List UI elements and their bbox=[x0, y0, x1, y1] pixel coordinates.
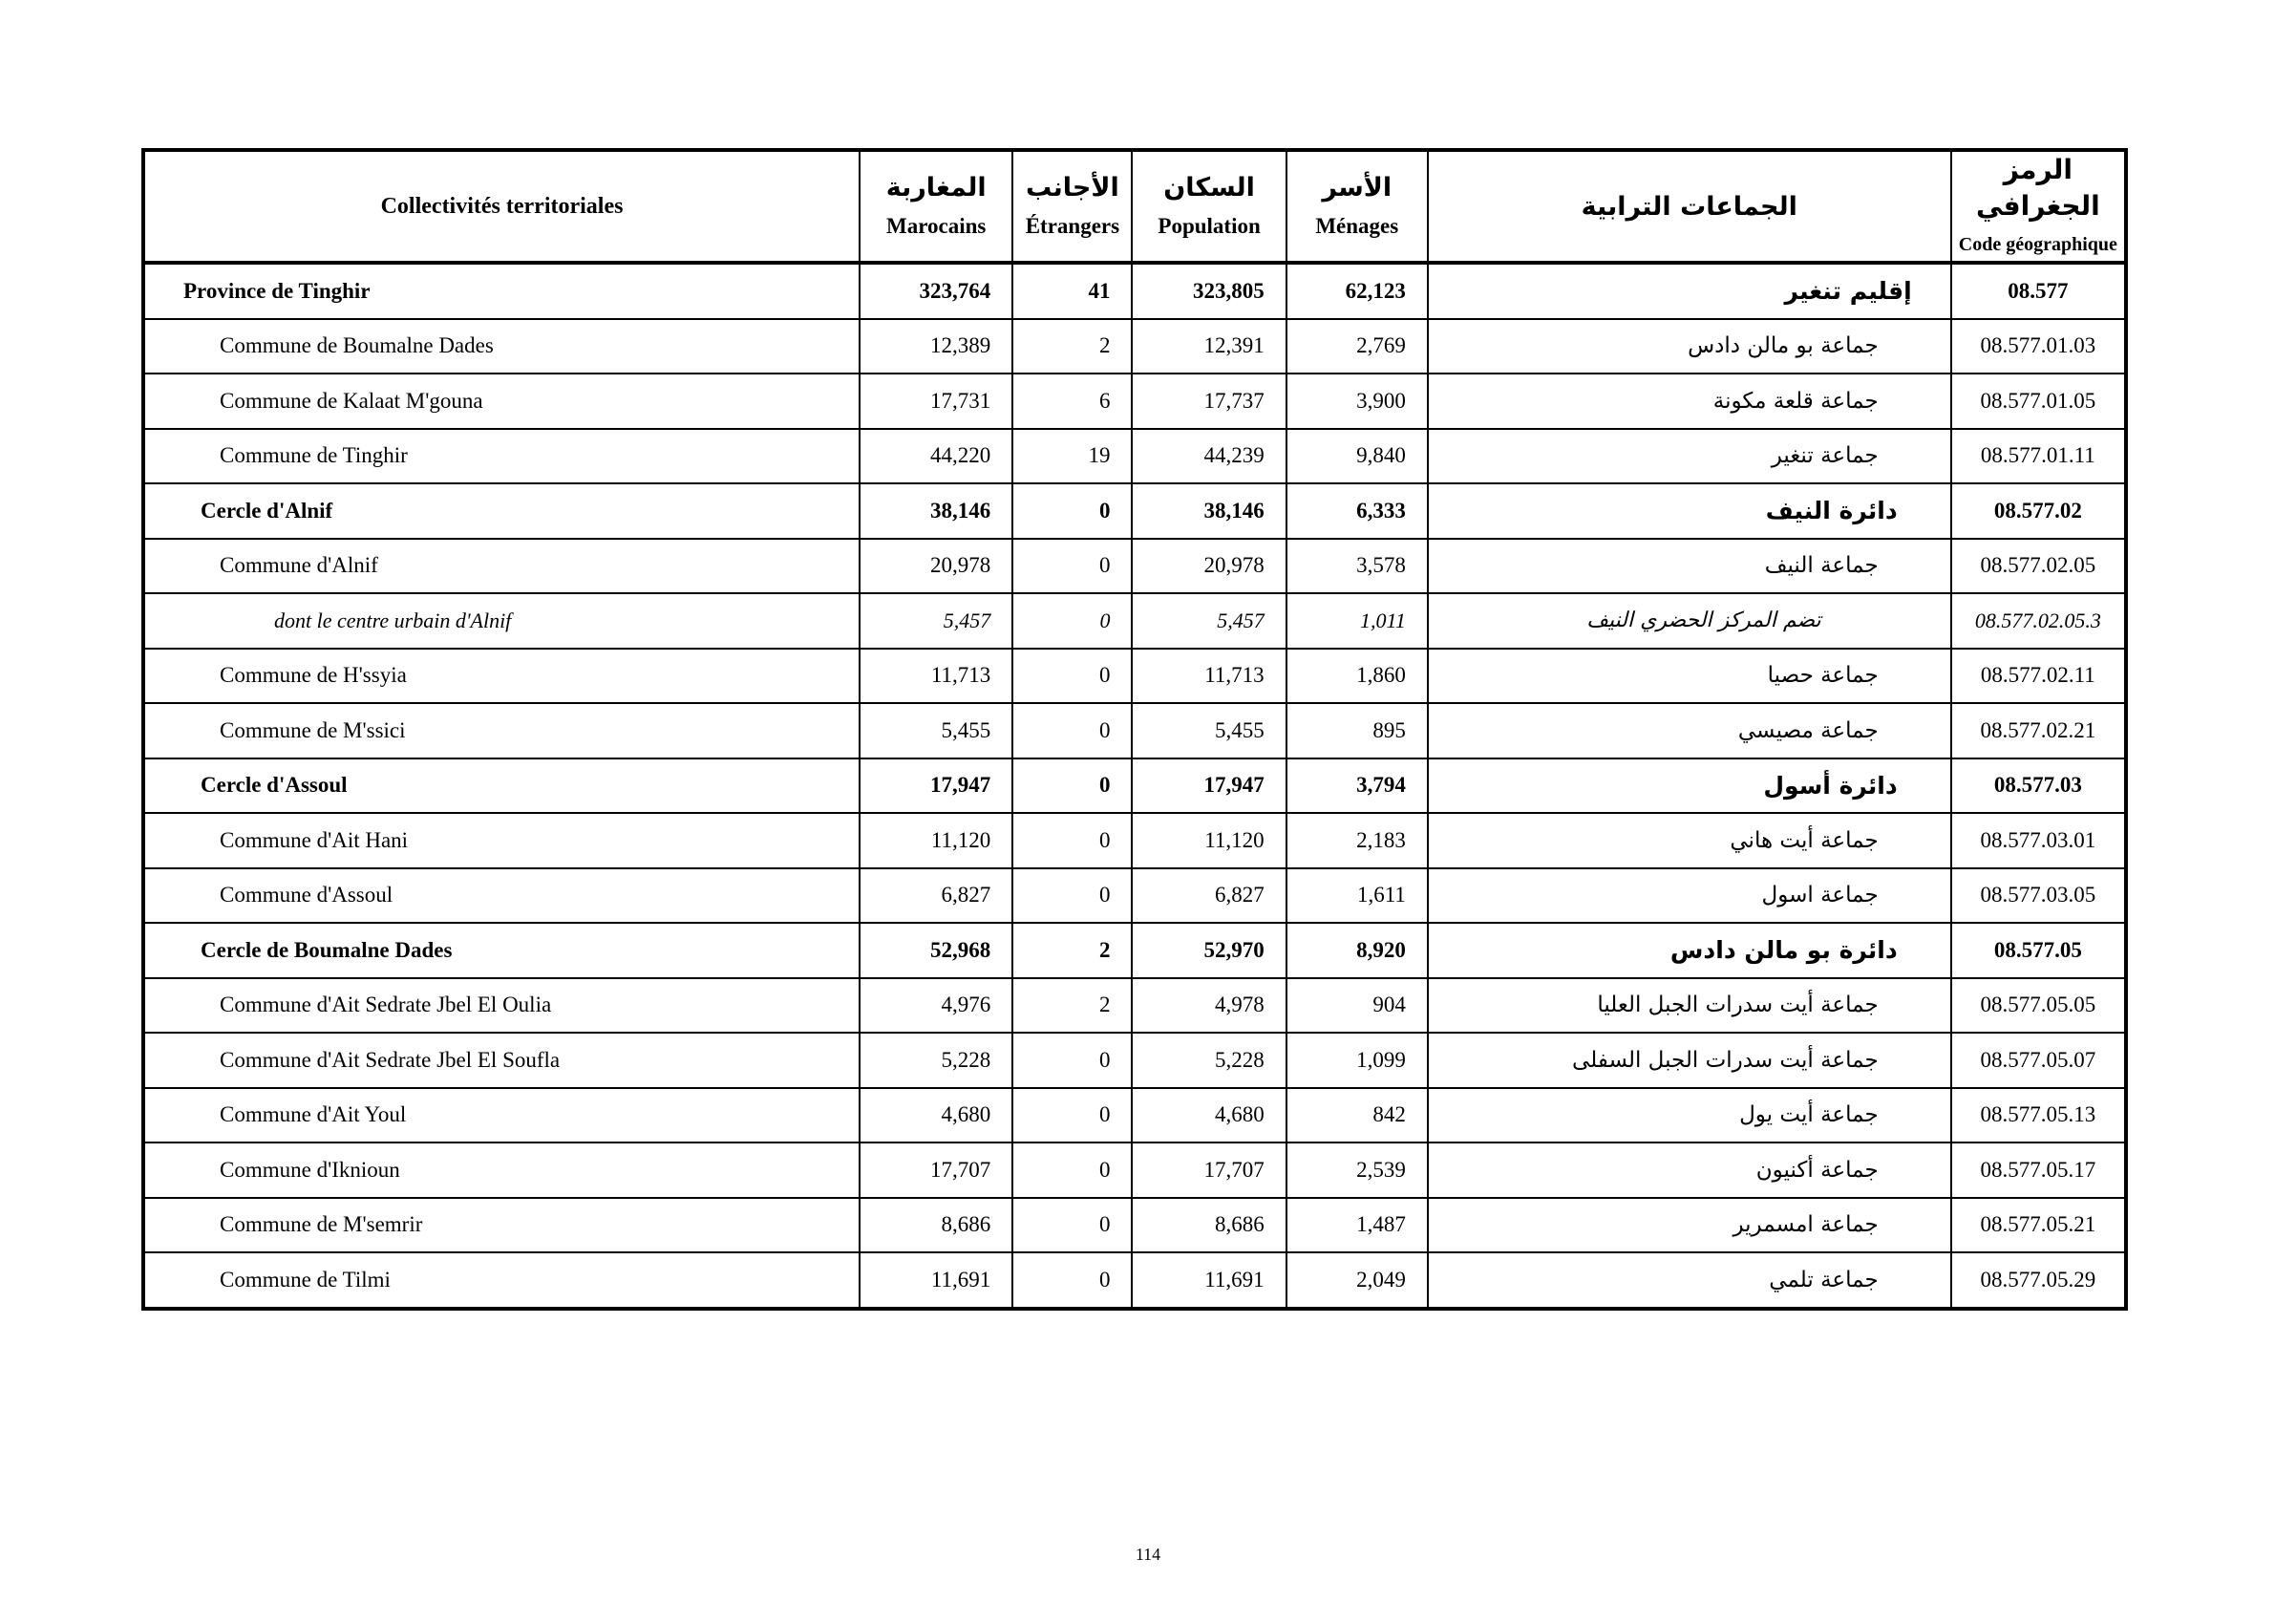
marocains-cell: 4,976 bbox=[860, 978, 1012, 1034]
etrangers-cell: 0 bbox=[1012, 868, 1132, 924]
population-cell: 5,228 bbox=[1132, 1033, 1286, 1088]
name-ar-cell: جماعة أيت يول bbox=[1428, 1088, 1951, 1143]
name-ar-cell: دائرة النيف bbox=[1428, 483, 1951, 539]
menages-cell: 62,123 bbox=[1286, 263, 1428, 319]
menages-cell: 2,049 bbox=[1286, 1252, 1428, 1309]
population-cell: 38,146 bbox=[1132, 483, 1286, 539]
menages-cell: 1,011 bbox=[1286, 593, 1428, 649]
population-cell: 4,978 bbox=[1132, 978, 1286, 1034]
name-cell: Cercle de Boumalne Dades bbox=[143, 923, 860, 978]
name-ar-cell: جماعة تنغير bbox=[1428, 429, 1951, 484]
etrangers-cell: 2 bbox=[1012, 978, 1132, 1034]
table-row bbox=[143, 1198, 2126, 1253]
etrangers-cell: 0 bbox=[1012, 593, 1132, 649]
population-cell: 4,680 bbox=[1132, 1088, 1286, 1143]
name-cell: Commune de Tinghir bbox=[143, 429, 860, 484]
menages-cell: 904 bbox=[1286, 978, 1428, 1034]
name-ar-cell: جماعة أيت سدرات الجبل العليا bbox=[1428, 978, 1951, 1034]
code-cell: 08.577.02.05 bbox=[1951, 539, 2126, 594]
marocains-cell: 17,947 bbox=[860, 758, 1012, 814]
table-row bbox=[143, 649, 2126, 704]
etrangers-cell: 2 bbox=[1012, 319, 1132, 374]
menages-cell: 6,333 bbox=[1286, 483, 1428, 539]
name-ar-cell: جماعة بو مالن دادس bbox=[1428, 319, 1951, 374]
population-cell: 17,707 bbox=[1132, 1143, 1286, 1198]
etrangers-cell: 0 bbox=[1012, 758, 1132, 814]
etrangers-cell: 0 bbox=[1012, 1033, 1132, 1088]
code-cell: 08.577.03.01 bbox=[1951, 813, 2126, 868]
population-cell: 12,391 bbox=[1132, 319, 1286, 374]
table-row bbox=[143, 1088, 2126, 1143]
header-jamaat: الجماعات الترابية bbox=[1428, 150, 1951, 263]
menages-cell: 9,840 bbox=[1286, 429, 1428, 484]
code-cell: 08.577.01.03 bbox=[1951, 319, 2126, 374]
name-ar-cell: إقليم تنغير bbox=[1428, 263, 1951, 319]
marocains-cell: 12,389 bbox=[860, 319, 1012, 374]
header-etrangers-ar: الأجانب bbox=[1026, 173, 1119, 203]
table-row bbox=[143, 263, 2126, 319]
name-ar-cell: دائرة بو مالن دادس bbox=[1428, 923, 1951, 978]
menages-cell: 2,539 bbox=[1286, 1143, 1428, 1198]
code-cell: 08.577.05.07 bbox=[1951, 1033, 2126, 1088]
etrangers-cell: 0 bbox=[1012, 703, 1132, 758]
population-cell: 17,947 bbox=[1132, 758, 1286, 814]
etrangers-cell: 0 bbox=[1012, 1198, 1132, 1253]
marocains-cell: 5,457 bbox=[860, 593, 1012, 649]
marocains-cell: 38,146 bbox=[860, 483, 1012, 539]
population-cell: 5,455 bbox=[1132, 703, 1286, 758]
name-ar-cell: جماعة أيت هاني bbox=[1428, 813, 1951, 868]
marocains-cell: 44,220 bbox=[860, 429, 1012, 484]
marocains-cell: 5,228 bbox=[860, 1033, 1012, 1088]
marocains-cell: 5,455 bbox=[860, 703, 1012, 758]
population-cell: 8,686 bbox=[1132, 1198, 1286, 1253]
marocains-cell: 17,707 bbox=[860, 1143, 1012, 1198]
table-row bbox=[143, 1252, 2126, 1309]
marocains-cell: 17,731 bbox=[860, 374, 1012, 429]
page-number: 114 bbox=[1135, 1545, 1161, 1564]
name-ar-cell: جماعة أيت سدرات الجبل السفلى bbox=[1428, 1033, 1951, 1088]
etrangers-cell: 41 bbox=[1012, 263, 1132, 319]
menages-cell: 895 bbox=[1286, 703, 1428, 758]
table-row bbox=[143, 483, 2126, 539]
code-cell: 08.577.03 bbox=[1951, 758, 2126, 814]
name-ar-cell: جماعة حصيا bbox=[1428, 649, 1951, 704]
marocains-cell: 8,686 bbox=[860, 1198, 1012, 1253]
header-population-ar: السكان bbox=[1163, 173, 1255, 203]
header-row bbox=[143, 150, 2126, 263]
menages-cell: 3,578 bbox=[1286, 539, 1428, 594]
name-ar-cell: دائرة أسول bbox=[1428, 758, 1951, 814]
population-cell: 323,805 bbox=[1132, 263, 1286, 319]
marocains-cell: 323,764 bbox=[860, 263, 1012, 319]
table-row bbox=[143, 319, 2126, 374]
code-cell: 08.577.05.29 bbox=[1951, 1252, 2126, 1309]
marocains-cell: 52,968 bbox=[860, 923, 1012, 978]
menages-cell: 1,487 bbox=[1286, 1198, 1428, 1253]
table-body bbox=[143, 263, 2126, 1309]
code-cell: 08.577.02.05.3 bbox=[1951, 593, 2126, 649]
etrangers-cell: 6 bbox=[1012, 374, 1132, 429]
name-cell: Commune de M'ssici bbox=[143, 703, 860, 758]
name-ar-cell: تضم المركز الحضري النيف bbox=[1428, 593, 1951, 649]
name-ar-cell: جماعة امسمرير bbox=[1428, 1198, 1951, 1253]
code-cell: 08.577 bbox=[1951, 263, 2126, 319]
code-cell: 08.577.01.11 bbox=[1951, 429, 2126, 484]
table-row bbox=[143, 758, 2126, 814]
population-cell: 17,737 bbox=[1132, 374, 1286, 429]
header-population-fr: Population bbox=[1158, 214, 1261, 238]
table-row bbox=[143, 978, 2126, 1034]
header-population bbox=[1132, 150, 1286, 263]
etrangers-cell: 0 bbox=[1012, 1143, 1132, 1198]
name-cell: Cercle d'Assoul bbox=[143, 758, 860, 814]
code-cell: 08.577.05 bbox=[1951, 923, 2126, 978]
marocains-cell: 6,827 bbox=[860, 868, 1012, 924]
menages-cell: 1,860 bbox=[1286, 649, 1428, 704]
table-row bbox=[143, 923, 2126, 978]
header-marocains-ar: المغاربة bbox=[885, 173, 987, 203]
menages-cell: 1,611 bbox=[1286, 868, 1428, 924]
table-row bbox=[143, 539, 2126, 594]
table-row bbox=[143, 429, 2126, 484]
table-row bbox=[143, 1033, 2126, 1088]
code-cell: 08.577.02.11 bbox=[1951, 649, 2126, 704]
menages-cell: 3,900 bbox=[1286, 374, 1428, 429]
name-cell: Commune d'Ait Sedrate Jbel El Oulia bbox=[143, 978, 860, 1034]
menages-cell: 2,183 bbox=[1286, 813, 1428, 868]
etrangers-cell: 0 bbox=[1012, 1252, 1132, 1309]
header-marocains-fr: Marocains bbox=[886, 214, 987, 238]
header-code-fr: Code géographique bbox=[1958, 234, 2117, 255]
header-code bbox=[1951, 150, 2126, 263]
code-cell: 08.577.05.17 bbox=[1951, 1143, 2126, 1198]
population-cell: 44,239 bbox=[1132, 429, 1286, 484]
etrangers-cell: 19 bbox=[1012, 429, 1132, 484]
population-cell: 6,827 bbox=[1132, 868, 1286, 924]
marocains-cell: 11,691 bbox=[860, 1252, 1012, 1309]
code-cell: 08.577.03.05 bbox=[1951, 868, 2126, 924]
table-row bbox=[143, 593, 2126, 649]
name-cell: Commune d'Ait Youl bbox=[143, 1088, 860, 1143]
name-cell: Commune de M'semrir bbox=[143, 1198, 860, 1253]
menages-cell: 8,920 bbox=[1286, 923, 1428, 978]
header-menages-ar: الأسر bbox=[1322, 173, 1392, 203]
name-ar-cell: جماعة اسول bbox=[1428, 868, 1951, 924]
name-cell: Commune d'Assoul bbox=[143, 868, 860, 924]
population-cell: 5,457 bbox=[1132, 593, 1286, 649]
menages-cell: 1,099 bbox=[1286, 1033, 1428, 1088]
marocains-cell: 11,120 bbox=[860, 813, 1012, 868]
header-etrangers-fr: Étrangers bbox=[1025, 214, 1120, 238]
population-cell: 20,978 bbox=[1132, 539, 1286, 594]
name-ar-cell: جماعة مصيسي bbox=[1428, 703, 1951, 758]
etrangers-cell: 0 bbox=[1012, 813, 1132, 868]
name-ar-cell: جماعة تلمي bbox=[1428, 1252, 1951, 1309]
etrangers-cell: 0 bbox=[1012, 539, 1132, 594]
population-cell: 52,970 bbox=[1132, 923, 1286, 978]
name-cell: Commune de H'ssyia bbox=[143, 649, 860, 704]
table-row bbox=[143, 1143, 2126, 1198]
header-marocains bbox=[860, 150, 1012, 263]
header-collectivites: Collectivités territoriales bbox=[143, 150, 860, 263]
code-cell: 08.577.01.05 bbox=[1951, 374, 2126, 429]
name-cell: Province de Tinghir bbox=[143, 263, 860, 319]
menages-cell: 842 bbox=[1286, 1088, 1428, 1143]
code-cell: 08.577.05.05 bbox=[1951, 978, 2126, 1034]
name-cell: Commune de Tilmi bbox=[143, 1252, 860, 1309]
census-table bbox=[141, 148, 2128, 1311]
menages-cell: 3,794 bbox=[1286, 758, 1428, 814]
name-cell: Cercle d'Alnif bbox=[143, 483, 860, 539]
etrangers-cell: 0 bbox=[1012, 483, 1132, 539]
table-row bbox=[143, 868, 2126, 924]
population-cell: 11,713 bbox=[1132, 649, 1286, 704]
name-ar-cell: جماعة أكنيون bbox=[1428, 1143, 1951, 1198]
header-etrangers bbox=[1012, 150, 1132, 263]
table-row bbox=[143, 374, 2126, 429]
etrangers-cell: 0 bbox=[1012, 649, 1132, 704]
population-cell: 11,691 bbox=[1132, 1252, 1286, 1309]
code-cell: 08.577.02.21 bbox=[1951, 703, 2126, 758]
code-cell: 08.577.02 bbox=[1951, 483, 2126, 539]
etrangers-cell: 2 bbox=[1012, 923, 1132, 978]
header-code-ar: الرمز الجغرافي bbox=[1975, 154, 2100, 222]
marocains-cell: 4,680 bbox=[860, 1088, 1012, 1143]
header-menages-fr: Ménages bbox=[1315, 214, 1399, 238]
header-menages bbox=[1286, 150, 1428, 263]
name-ar-cell: جماعة قلعة مكونة bbox=[1428, 374, 1951, 429]
name-cell: Commune d'Alnif bbox=[143, 539, 860, 594]
name-cell: Commune d'Iknioun bbox=[143, 1143, 860, 1198]
code-cell: 08.577.05.13 bbox=[1951, 1088, 2126, 1143]
name-ar-cell: جماعة النيف bbox=[1428, 539, 1951, 594]
population-cell: 11,120 bbox=[1132, 813, 1286, 868]
name-cell: Commune d'Ait Hani bbox=[143, 813, 860, 868]
code-cell: 08.577.05.21 bbox=[1951, 1198, 2126, 1253]
name-cell: dont le centre urbain d'Alnif bbox=[143, 593, 860, 649]
table-row bbox=[143, 813, 2126, 868]
marocains-cell: 20,978 bbox=[860, 539, 1012, 594]
name-cell: Commune de Boumalne Dades bbox=[143, 319, 860, 374]
table-row bbox=[143, 703, 2126, 758]
name-cell: Commune d'Ait Sedrate Jbel El Soufla bbox=[143, 1033, 860, 1088]
name-cell: Commune de Kalaat M'gouna bbox=[143, 374, 860, 429]
menages-cell: 2,769 bbox=[1286, 319, 1428, 374]
marocains-cell: 11,713 bbox=[860, 649, 1012, 704]
etrangers-cell: 0 bbox=[1012, 1088, 1132, 1143]
